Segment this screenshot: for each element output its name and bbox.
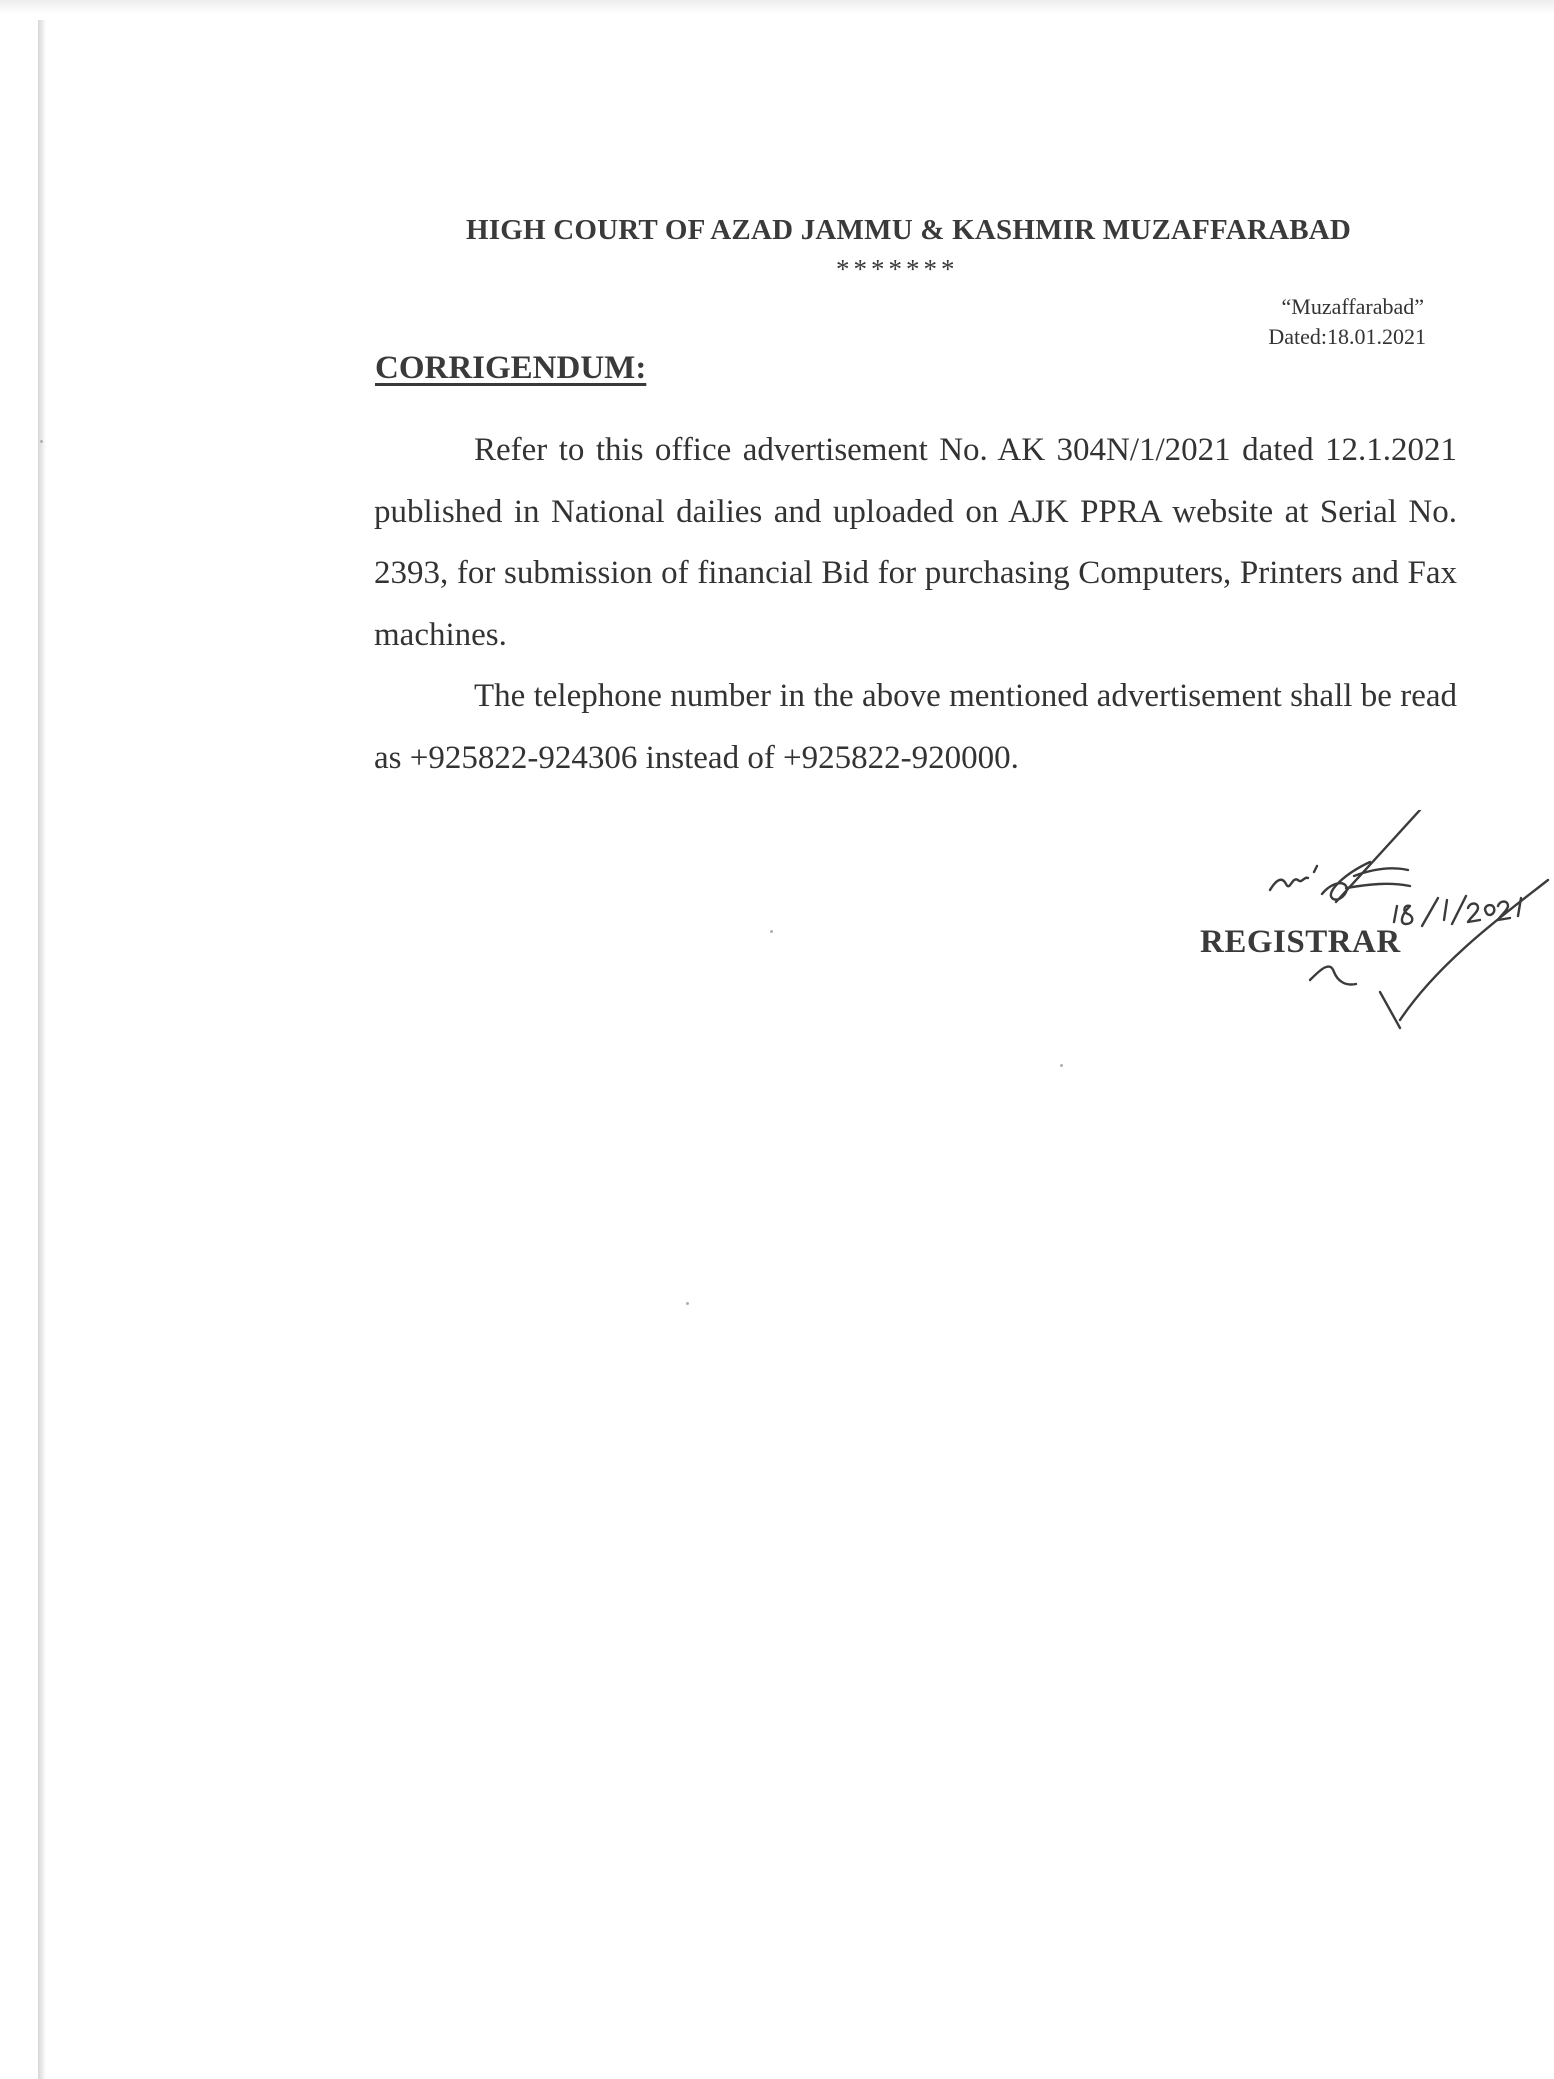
scan-speck [1060, 1064, 1063, 1067]
scan-speck [686, 1302, 689, 1305]
place-line: “Muzaffarabad” [1281, 294, 1424, 319]
court-title: HIGH COURT OF AZAD JAMMU & KASHMIR MUZAFFARABAD [466, 214, 1352, 246]
body-paragraph-2: The telephone number in the above mentioned advertisement shall be read as +925822-924306 instead of +925822-920000. [374, 678, 1457, 776]
scan-speck [770, 930, 773, 933]
registrar-signatory: REGISTRAR [1200, 924, 1401, 960]
scan-speck [40, 440, 43, 443]
scan-top-edge [0, 0, 1554, 14]
dated-line: Dated:18.01.2021 [1268, 324, 1426, 349]
title-stars-divider: ******* [836, 254, 959, 284]
corrigendum-heading: CORRIGENDUM: [375, 350, 647, 386]
body-paragraph-1: Refer to this office advertisement No. AK 304N/1/2021 dated 12.1.2021 published in National dailies and uploaded on AJK PPRA website at Serial No. 2393, for submission of financial Bid for purchasing Computers, Printers and Fax machines. [374, 432, 1457, 653]
scan-left-edge [38, 20, 46, 2079]
